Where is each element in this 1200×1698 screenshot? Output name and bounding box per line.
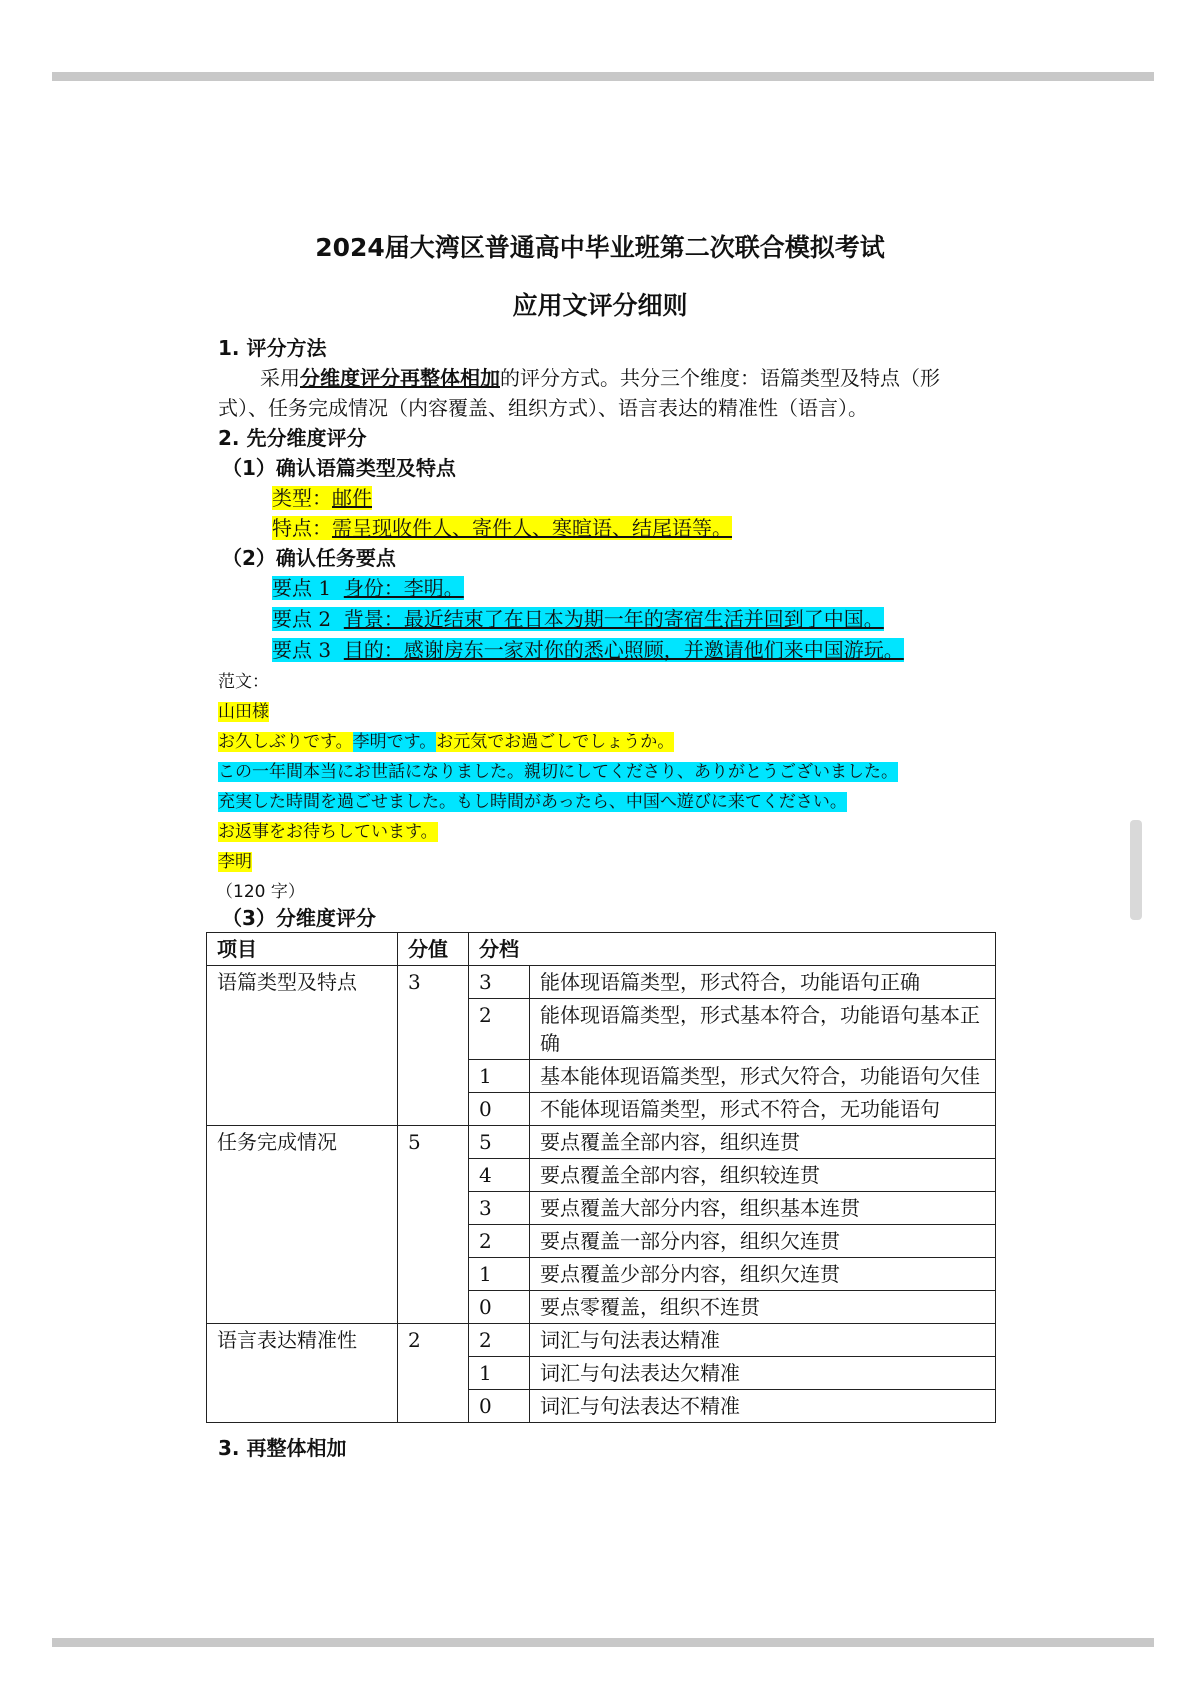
table-row [207, 966, 996, 999]
desc-cell: 要点覆盖全部内容，组织连贯 [530, 1126, 996, 1159]
feature-value: 需呈现收件人、寄件人、寒暄语、结尾语等。 [332, 516, 732, 540]
sample-line-1b: 李明です。 [352, 732, 437, 752]
desc-cell: 能体现语篇类型，形式符合，功能语句正确 [530, 966, 996, 999]
table-header-row [207, 933, 996, 966]
desc-cell: 能体现语篇类型，形式基本符合，功能语句基本正确 [530, 999, 996, 1060]
point-2-label: 要点 2 [272, 607, 332, 631]
point-2 [272, 605, 884, 633]
level-cell: 0 [469, 1291, 530, 1324]
table-row [207, 1324, 996, 1357]
score-cell: 5 [398, 1126, 469, 1324]
sample-salutation: 山田様 [218, 702, 269, 722]
section2-heading: 2. 先分维度评分 [218, 426, 367, 450]
sample-line-1c: お元気でお過ごしでしょうか。 [436, 732, 675, 752]
level-cell: 1 [469, 1357, 530, 1390]
section1-heading: 1. 评分方法 [218, 336, 327, 360]
level-cell: 0 [469, 1390, 530, 1423]
desc-cell: 词汇与句法表达精准 [530, 1324, 996, 1357]
level-cell: 3 [469, 966, 530, 999]
scoring-table [206, 932, 996, 1423]
feature-label: 特点： [272, 516, 332, 540]
section1-lead: 采用 [260, 366, 300, 390]
level-cell: 1 [469, 1060, 530, 1093]
sample-line-1a: お久しぶりです。 [218, 732, 353, 752]
sample-count: （120 字） [216, 882, 305, 902]
section1-rest: 的评分方式。共分三个维度：语篇类型及特点（形 [500, 366, 940, 390]
level-cell: 2 [469, 1225, 530, 1258]
desc-cell: 词汇与句法表达不精准 [530, 1390, 996, 1423]
level-cell: 4 [469, 1159, 530, 1192]
desc-cell: 不能体现语篇类型，形式不符合，无功能语句 [530, 1093, 996, 1126]
level-cell: 5 [469, 1126, 530, 1159]
item-cell: 语言表达精准性 [207, 1324, 398, 1423]
desc-cell: 要点覆盖少部分内容，组织欠连贯 [530, 1258, 996, 1291]
document-title: 2024届大湾区普通高中毕业班第二次联合模拟考试 [315, 233, 885, 262]
level-cell: 2 [469, 1324, 530, 1357]
point-1-text: 身份：李明。 [343, 576, 464, 600]
item-cell: 任务完成情况 [207, 1126, 398, 1324]
sample-line-2: この一年間本当にお世話になりました。親切にしてくださり、ありがとうございました。 [218, 762, 898, 782]
desc-cell: 要点覆盖一部分内容，组织欠连贯 [530, 1225, 996, 1258]
desc-cell: 要点覆盖大部分内容，组织基本连贯 [530, 1192, 996, 1225]
header-score: 分值 [398, 933, 469, 966]
type-label: 类型： [272, 486, 332, 510]
level-cell: 0 [469, 1093, 530, 1126]
header-level: 分档 [469, 933, 996, 966]
section3-heading: 3. 再整体相加 [218, 1436, 347, 1460]
level-cell: 3 [469, 1192, 530, 1225]
sub2-heading: （2）确认任务要点 [222, 546, 396, 570]
top-rule [52, 72, 1154, 81]
scrollbar-thumb[interactable] [1130, 820, 1142, 920]
point-1 [272, 574, 464, 602]
header-item: 项目 [207, 933, 398, 966]
table-row [207, 1126, 996, 1159]
desc-cell: 词汇与句法表达欠精准 [530, 1357, 996, 1390]
section1-paragraph-line2: 式）、任务完成情况（内容覆盖、组织方式）、语言表达的精准性（语言）。 [218, 396, 868, 420]
sample-label: 范文： [218, 672, 269, 692]
point-1-label: 要点 1 [272, 576, 332, 600]
desc-cell: 要点覆盖全部内容，组织较连贯 [530, 1159, 996, 1192]
bottom-rule [52, 1638, 1154, 1647]
sample-line-3: 充実した時間を過ごせました。もし時間があったら、中国へ遊びに来てください。 [218, 792, 847, 812]
desc-cell: 基本能体现语篇类型，形式欠符合，功能语句欠佳 [530, 1060, 996, 1093]
feature-line [272, 514, 732, 542]
point-2-text: 背景：最近结束了在日本为期一年的寄宿生活并回到了中国。 [343, 607, 884, 631]
sample-line-1 [218, 728, 674, 756]
point-3-text: 目的：感谢房东一家对你的悉心照顾，并邀请他们来中国游玩。 [343, 638, 904, 662]
document-subtitle: 应用文评分细则 [512, 291, 688, 320]
point-3 [272, 636, 904, 664]
item-cell: 语篇类型及特点 [207, 966, 398, 1126]
type-line [272, 484, 372, 512]
type-value: 邮件 [332, 486, 372, 510]
sub3-heading: （3）分维度评分 [222, 906, 376, 930]
level-cell: 2 [469, 999, 530, 1060]
sample-signature: 李明 [218, 852, 252, 872]
section1-emphasis: 分维度评分再整体相加 [300, 366, 500, 390]
score-cell: 2 [398, 1324, 469, 1423]
section1-paragraph-line1 [260, 364, 940, 392]
sample-line-4: お返事をお待ちしています。 [218, 822, 438, 842]
level-cell: 1 [469, 1258, 530, 1291]
score-cell: 3 [398, 966, 469, 1126]
sub1-heading: （1）确认语篇类型及特点 [222, 456, 456, 480]
point-3-label: 要点 3 [272, 638, 332, 662]
desc-cell: 要点零覆盖，组织不连贯 [530, 1291, 996, 1324]
